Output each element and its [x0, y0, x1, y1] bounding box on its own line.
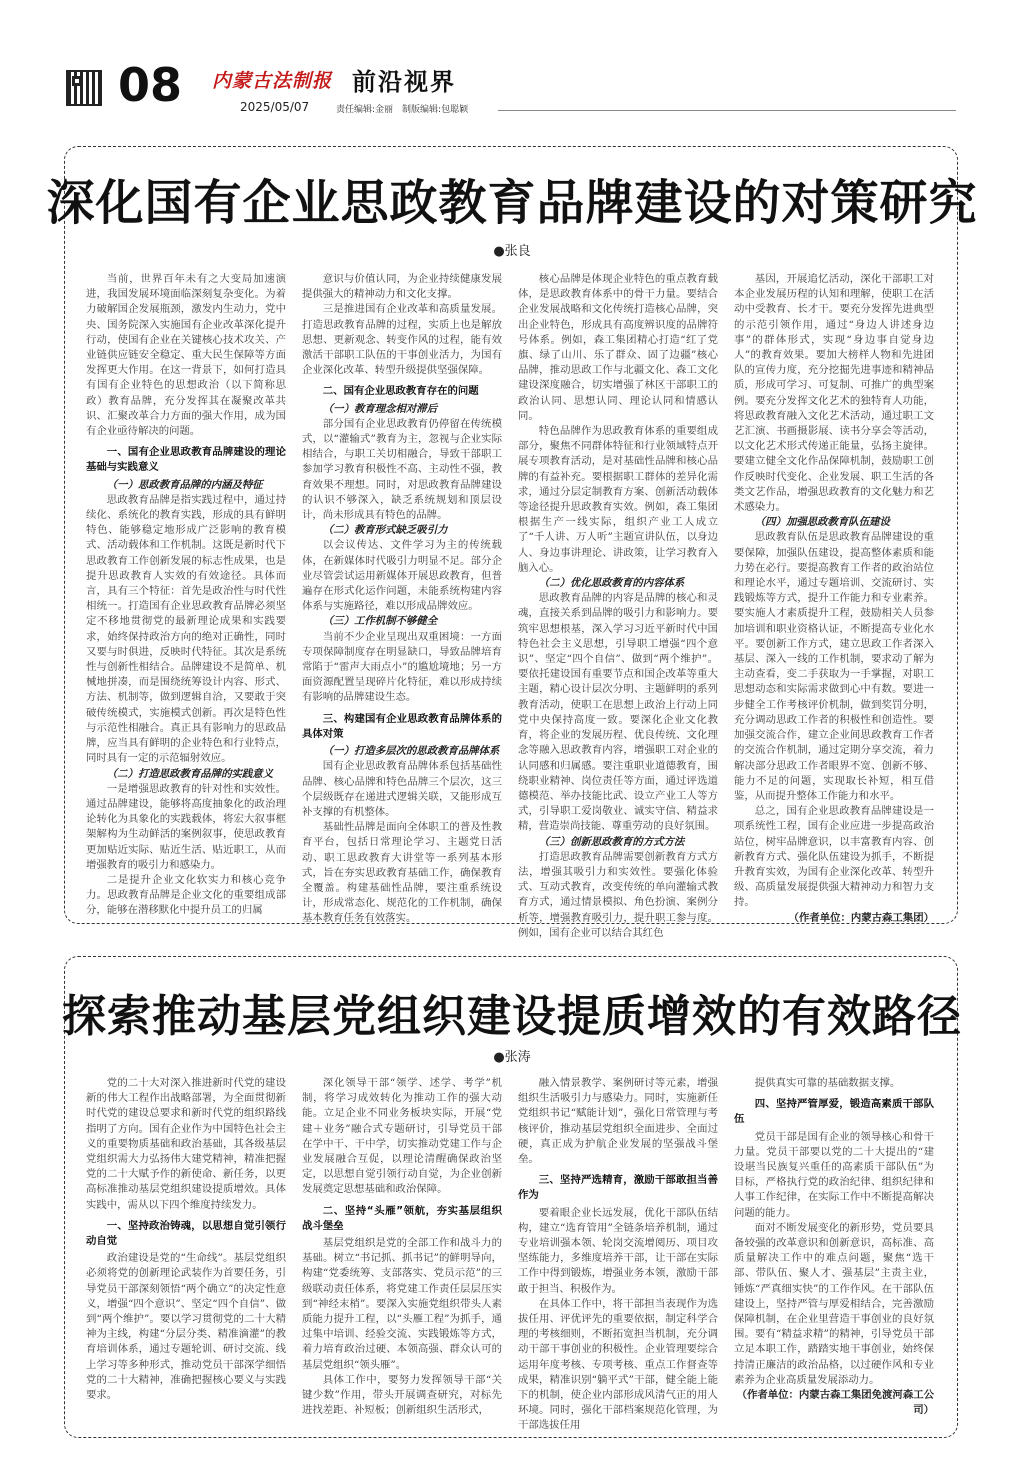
article-2-column-2: [302, 1076, 502, 1428]
editor-credits: 责任编辑:金丽 制版编辑:包聪颖: [336, 105, 469, 115]
qr-code-icon: [66, 70, 102, 106]
paragraph: 深化领导干部“领学、述学、考学”机制，将学习成效转化为推动工作的强大动能。立足企业不同业务板块实际，开展“党建＋业务”融合式专题研讨，引导党员干部在学中干、干中学，切实推动党建工作与企业发展融合互促，以理论清醒确保政治坚定，以思想自觉引领行动自觉，为企业创新发展奠定思想基础和政治保障。: [302, 1077, 502, 1196]
article-1-column-2: [302, 272, 502, 925]
subsection-heading: （一）思政教育品牌的内涵及特征: [106, 478, 263, 491]
page-number: 08: [118, 58, 183, 112]
section-heading: 二、坚持“头雁”领航，夯实基层组织战斗堡垒: [302, 1204, 502, 1232]
section-heading: 一、国有企业思政教育品牌建设的理论基础与实践意义: [86, 446, 286, 474]
paragraph: 打造思政教育品牌需要创新教育方式方法，增强其吸引力和实效性。要强化体验式、互动式教育，改变传统的单向灌输式教育方式，通过情景模拟、角色扮演、案例分析等，增强教育吸引力，提升职工参与度。例如，国有企业可以结合其红色: [518, 850, 718, 939]
subsection-heading: （二）打造思政教育品牌的实践意义: [106, 767, 274, 780]
author-affiliation: （作者单位：内蒙古森工集团）: [788, 911, 934, 924]
issue-date: 2025/05/07: [240, 100, 310, 114]
article-2-column-1: [86, 1076, 286, 1428]
paragraph: 具体工作中，要努力发挥领导干部“关键少数”作用，带头开展调查研究，对标先进找差距、补短板；创新组织生活形式，: [302, 1373, 502, 1417]
subsection-heading: （三）创新思政教育的方式方法: [538, 835, 685, 848]
section-heading: 三、构建国有企业思政教育品牌体系的具体对策: [302, 712, 502, 740]
newspaper-logo: 内蒙古法制报: [212, 70, 333, 92]
paragraph: 融入情景教学、案例研讨等元素，增强组织生活吸引力与感染力。同时，实施新任党组织书记“赋能计划”，强化日常管理与考核评价，推动基层党组织全面进步、全面过硬，真正成为护航企业发展的坚强战斗堡垒。: [518, 1077, 718, 1166]
paragraph: 总之，国有企业思政教育品牌建设是一项系统性工程，国有企业应进一步提高政治站位，树牢品牌意识，以丰富教育内容、创新教育方式、强化队伍建设为抓手，不断提升教育实效，为国有企业深化改革、转型升级、高质量发展提供强大精神动力和智力支持。: [734, 805, 934, 909]
paragraph: 三是推进国有企业改革和高质量发展。打造思政教育品牌的过程，实质上也是解放思想、更新观念、转变作风的过程，能有效激活干部职工队伍的干事创业活力，为国有企业深化改革、转型升级提供坚强保障。: [302, 303, 502, 377]
article-1-column-3: [518, 272, 718, 939]
paragraph: 特色品牌作为思政教育体系的重要组成部分，聚焦不同群体特征和行业领域特点开展专项教育活动，是对基础性品牌和核心品牌的有益补充。要根据职工群体的差异化需求，通过分层定制教育方案、创新活动载体等途径提升思政教育实效。例如，森工集团根据生产一线实际，组织产业工人成立了“千人讲、万人听”主题宣讲队伍，以身边人、身边事讲理论、讲政策，让学习教育入脑入心。: [518, 425, 718, 574]
article-2-title: 探索推动基层党组织建设提质增效的有效路径: [62, 991, 962, 1042]
paragraph: 提供真实可靠的基础数据支撑。: [754, 1077, 901, 1089]
paragraph: 面对不断发展变化的新形势，党员要具备较强的改革意识和创新意识，高标准、高质量解决工作中的难点问题，聚焦“选干部、带队伍、聚人才、强基层”主责主业，锤炼“严真细实快”的工作作风。在干部队伍建设上，坚持严管与厚爱相结合，完善激励保障机制，在企业里营造干事创业的良好氛围。要有“精益求精”的精神，引导党员干部立足本职工作，踏踏实地干事创业，始终保持清正廉洁的政治品格，以过硬作风和专业素养为企业高质量发展添动力。: [734, 1221, 934, 1386]
paragraph: 基因，开展追忆活动，深化干部职工对本企业发展历程的认知和理解，使职工在活动中受教育、长才干。要充分发挥先进典型的示范引领作用，通过“身边人讲述身边事”的群体形式，实现“身边事自觉身边人”的教育效果。要加大榜样人物和先进团队的宣传力度，充分挖掘先进事迹和精神品质，形成可学习、可复制、可推广的典型案例。要充分发挥文化艺术的独特育人功能，将思政教育融入文化艺术活动，通过职工文艺汇演、书画摄影展、读书分享会等活动，以文化艺术形式传递正能量，弘扬主旋律。要建立健全文化作品保障机制，鼓励职工创作反映时代变化、企业发展、职工生活的各类文艺作品，增强思政教育的文化魅力和艺术感染力。: [734, 273, 934, 514]
article-2-column-4: [734, 1076, 934, 1428]
paragraph: 基层党组织是党的全部工作和战斗力的基础。树立“书记抓、抓书记”的鲜明导向，构建“党委统筹、支部落实、党员示范”的三级联动责任体系，将党建工作责任层层压实到“神经末梢”。要深入实施党组织带头人素质能力提升工程，以“头雁工程”为抓手，通过集中培训、经验交流、实践锻炼等方式，着力培育政治过硬、本领高强、群众认可的基层党组织“领头雁”。: [302, 1237, 502, 1371]
paragraph: 以会议传达、文件学习为主的传统载体，在新媒体时代吸引力明显不足。部分企业尽管尝试运用新媒体开展思政教育，但普遍存在形式化运作问题，未能系统构建内容体系与实施路径，难以形成品牌效应。: [302, 539, 502, 613]
article-1-title: 深化国有企业思政教育品牌建设的对策研究: [46, 175, 978, 231]
article-2-author: ●张涛: [493, 1050, 531, 1065]
paragraph: 部分国有企业思政教育仍停留在传统模式，以“灌输式”教育为主，忽视与企业实际相结合，与职工关切相融合，导致干部职工参加学习教育积极性不高、主动性不强，教育效果不理想。同时，对思政教育品牌建设的认识不够深入，缺乏系统规划和顶层设计，尚未形成具有特色的品牌。: [302, 417, 502, 522]
article-1-column-1: [86, 272, 286, 917]
subsection-heading: （二）优化思政教育的内容体系: [538, 577, 685, 590]
section-heading: 一、坚持政治铸魂，以思想自觉引领行动自觉: [86, 1219, 286, 1248]
subsection-heading: （二）教育形式缺乏吸引力: [322, 524, 448, 537]
article-1-column-4: [734, 272, 934, 924]
paragraph: 国有企业思政教育品牌体系包括基础性品牌、核心品牌和特色品牌三个层次，这三个层级既存在递进式逻辑关联，又能形成互补支撑的有机整体。: [302, 760, 502, 818]
subsection-heading: （三）工作机制不够健全: [322, 615, 438, 628]
paragraph: 要着眼企业长远发展，优化干部队伍结构，建立“选育管用”全链条培养机制，通过专业培训强本领、轮岗交流增阅历、项目攻坚练能力，多维度培养干部，让干部在实际工作中得到锻炼，增强业务本领，激励干部敢于担当、积极作为。: [518, 1206, 718, 1295]
paragraph: 政治建设是党的“生命线”。基层党组织必须将党的创新理论武装作为首要任务，引导党员干部深刻领悟“两个确立”的决定性意义，增强“四个意识”、坚定“四个自信”、做到“两个维护”。要以学习贯彻党的二十大精神为主线，构建“分层分类、精准滴灌”的教育培训体系，通过专题轮训、研讨交流、线上学习等多种形式，推动党员干部深学细悟党的二十大精神，准确把握核心要义与实践要求。: [86, 1252, 286, 1402]
paragraph: 一是增强思政教育的针对性和实效性。通过品牌建设，能够将高度抽象化的政治理论转化为具象化的实践载体，将宏大叙事框架解构为生动鲜活的案例叙事，使思政教育更加贴近实际、贴近生活、贴近职工，从而增强教育的吸引力和感染力。: [86, 782, 286, 871]
subsection-heading: （四）加强思政教育队伍建设: [754, 516, 890, 529]
subsection-heading: （一）打造多层次的思政教育品牌体系: [322, 745, 500, 758]
subsection-heading: （一）教育理念相对滞后: [322, 402, 438, 415]
article-1-author: ●张良: [493, 244, 531, 259]
paragraph: 当前，世界百年未有之大变局加速演进，我国发展环境面临深刻复杂变化。为着力破解国企发展瓶颈，激发内生动力，党中央、国务院深入实施国有企业改革深化提升行动，使国有企业在关键核心技术攻关、产业链供应链安全稳定、重大民生保障等方面发挥更大作用。在这一背景下，如何打造具有国有企业特色的思想政治（以下简称思政）教育品牌，充分发挥其在凝聚改革共识、汇聚改革合力方面的强大作用，成为国有企业亟待解决的问题。: [86, 273, 286, 438]
paragraph: 在具体工作中，将干部担当表现作为选拔任用、评优评先的重要依据，制定科学合理的考核细则，不断拓宽担当机制，充分调动干部干事创业的积极性。企业管理要综合运用年度考核、专项考核、重点工作督查等成果，精准识别“躺平式”干部，健全能上能下的机制，使企业内部形成风清气正的用人环境。同时，强化干部档案规范化管理，为干部选拔任用: [518, 1297, 718, 1432]
paragraph: 基础性品牌是面向全体职工的普及性教育平台，包括日常理论学习、主题党日活动、职工思政教育大讲堂等一系列基本形式，旨在夯实思政教育基础工作，确保教育全覆盖。构建基础性品牌，要注重系统设计，形成常态化、规范化的工作机制，确保基本教育任务有效落实。: [302, 821, 502, 925]
paragraph: 二是提升企业文化软实力和核心竞争力。思政教育品牌是企业文化的重要组成部分，能够在潜移默化中提升员工的归属: [86, 873, 286, 917]
section-title: 前沿视界: [352, 67, 456, 96]
section-heading: 二、国有企业思政教育存在的问题: [322, 385, 479, 398]
paragraph: 党员干部是国有企业的领导核心和骨干力量。党员干部要以党的二十大提出的“建设堪当民族复兴重任的高素质干部队伍”为目标，严格执行党的政治纪律、组织纪律和人事工作纪律，在实际工作中不断提高解决问题的能力。: [734, 1130, 934, 1219]
paragraph: 当前不少企业呈现出双重困境：一方面专项保障制度存在明显缺口，导致品牌培育常陷于“雷声大雨点小”的尴尬境地；另一方面资源配置呈现碎片化特征，难以形成持续有影响的品牌建设生态。: [302, 630, 502, 704]
section-heading: 四、坚持严管厚爱，锻造高素质干部队伍: [734, 1098, 934, 1126]
paragraph: 意识与价值认同，为企业持续健康发展提供强大的精神动力和文化支撑。: [302, 273, 502, 301]
article-2-column-3: [518, 1076, 718, 1432]
section-heading: 三、坚持严选精育，激励干部敢担当善作为: [518, 1174, 718, 1202]
paragraph: 思政教育品牌是指实践过程中，通过持续化、系统化的教育实践，形成的具有鲜明特色、能够稳定地形成广泛影响的教育模式、活动载体和工作机制。这既是新时代下思政教育工作创新发展的标志性成果，也是提升思政教育人实效的有效途径。具体而言，具有三个特征：首先是政治性与时代性相统一。打造国有企业思政教育品牌必须坚定不移地贯彻党的最新理论成果和实践要求，始终保持政治方向的绝对正确性，同时又要与时俱进，反映时代特征。其次是系统性与创新性相结合。品牌建设不是简单、机械地拼凑，而是围绕统筹设计内容、形式、方法、机制等，做到逻辑自洽，又要敢于突破传统模式，实施模式创新。再次是特色性与示范性相融合。真正具有影响力的思政品牌，应当具有鲜明的企业特色和行业特点，同时具有一定的示范辐射效应。: [86, 493, 286, 765]
paragraph: 核心品牌是体现企业特色的重点教育载体，是思政教育体系中的骨干力量。要结合企业发展战略和文化传统打造核心品牌，突出企业特色，形成具有高度辨识度的品牌符号体系。例如，森工集团精心打造“红了党旗、绿了山川、乐了群众、固了边疆”核心品牌，推动思政工作与北疆文化、森工文化建设深度融合，切实增强了林区干部职工的政治认同、思想认同、理论认同和情感认同。: [518, 273, 718, 422]
author-affiliation: （作者单位：内蒙古森工集团免渡河森工公司）: [736, 1389, 934, 1417]
paragraph: 党的二十大对深入推进新时代党的建设新的伟大工程作出战略部署，为全面贯彻新时代党的建设总要求和新时代党的组织路线指明了方向。国有企业作为中国特色社会主义的重要物质基础和政治基础，其各级基层党组织需大力弘扬伟大建党精神，精准把握党的二十大赋予作的新使命、新任务，以更高标准推动基层党组织建设提质增效。具体实践中，需从以下四个维度持续发力。: [86, 1077, 286, 1211]
paragraph: 思政教育品牌的内容是品牌的核心和灵魂，直接关系到品牌的吸引力和影响力。要筑牢思想根基，深入学习习近平新时代中国特色社会主义思想，引导职工增强“四个意识”、坚定“四个自信”、做到“两个维护”。要依托建设国有重要节点和国企改革等重大主题，精心设计层次分明、主题鲜明的系列教育活动，使职工在思想上政治上行动上同党中央保持高度一致。要深化企业文化教育，将企业的发展历程、优良传统、文化理念等融入思政教育内容，增强职工对企业的认同感和归属感。要注重职业道德教育，围绕职业精神、岗位责任等方面，通过评选道德模范、举办技能比武、设立产业工人等方式，引导职工爱岗敬业、诚实守信、精益求精，营造崇尚技能、尊重劳动的良好氛围。: [518, 592, 718, 833]
paragraph: 思政教育队伍是思政教育品牌建设的重要保障，加强队伍建设，提高整体素质和能力势在必行。要提高教育工作者的政治站位和理论水平，通过专题培训、交流研讨、实践锻炼等方式，提升工作能力和专业素养。要实施人才素质提升工程，鼓励相关人员参加培训和职业资格认证，不断提高专业化水平。要创新工作方式，建立思政工作者深入基层、深入一线的工作机制，要求动了解为主动查看，变二手获取为一手掌握，对职工思想动态和实际需求做到心中有数。要进一步健全工作考核评价机制，做到奖罚分明，充分调动思政工作者的积极性和创造性。要加强交流合作，建立企业间思政教育工作者的交流合作机制，通过定期分享交流，着力解决部分思政工作者眼界不宽、创新不够、能力不足的问题，实现取长补短，相互借鉴，从而提升整体工作能力和水平。: [734, 531, 934, 802]
header-rule: [498, 110, 956, 111]
